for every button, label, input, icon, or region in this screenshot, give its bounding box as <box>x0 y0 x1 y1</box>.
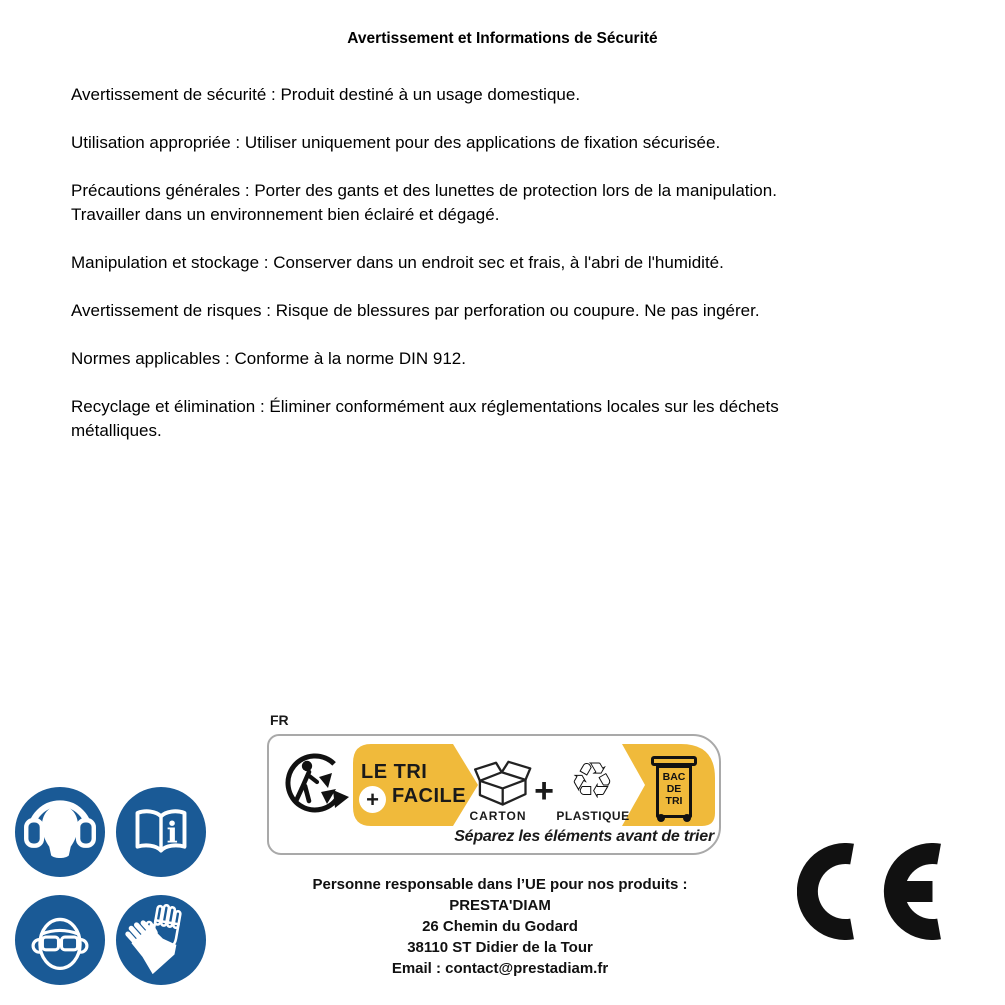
paragraph-line: Précautions générales : Porter des gants et des lunettes de protection lors de la manipulation. <box>71 181 777 200</box>
bin-text-line: DE <box>666 783 682 795</box>
bin-text-line: TRI <box>665 795 683 807</box>
carton-label: CARTON <box>469 809 527 823</box>
wear-ear-protection-icon <box>14 786 106 878</box>
plus-separator: + <box>534 772 554 810</box>
responsible-person-block <box>230 874 770 979</box>
paragraph-recycling <box>71 395 779 443</box>
contact-email: Email : contact@prestadiam.fr <box>391 960 609 977</box>
paragraph-appropriate-use <box>71 131 779 155</box>
paragraph-line: Avertissement de risques : Risque de blessures par perforation ou coupure. Ne pas ingérer. <box>71 301 760 320</box>
read-manual-icon <box>115 786 207 878</box>
paragraph-line: Normes applicables : Conforme à la norme DIN 912. <box>71 349 466 368</box>
le-tri-text: LE TRI <box>361 761 428 783</box>
plastique-label: PLASTIQUE <box>556 809 630 823</box>
plastic-recycling-icon: ♲ <box>569 752 615 810</box>
bin-text-line: BAC <box>662 771 686 783</box>
responsible-person-intro: Personne responsable dans l’UE pour nos produits : <box>312 876 688 893</box>
fr-country-code: FR <box>270 712 289 728</box>
paragraph-standards <box>71 347 779 371</box>
safety-paragraphs <box>71 83 779 467</box>
carton-icon <box>475 762 530 805</box>
paragraph-line: Recyclage et élimination : Éliminer conformément aux réglementations locales sur les déchets <box>71 397 779 416</box>
paragraph-handling-storage <box>71 251 779 275</box>
paragraph-line: Avertissement de sécurité : Produit destiné à un usage domestique. <box>71 85 581 104</box>
manual-info-letter: i <box>166 814 178 850</box>
paragraph-line: métalliques. <box>71 421 162 440</box>
paragraph-safety-warning <box>71 83 779 107</box>
ce-marking-text <box>942 843 943 844</box>
bin-wheel-icon <box>657 814 665 822</box>
paragraph-line: Manipulation et stockage : Conserver dans un endroit sec et frais, à l'abri de l'humidité. <box>71 253 724 272</box>
plus-circle-icon: + <box>359 786 386 813</box>
address-street: 26 Chemin du Godard <box>422 918 578 935</box>
sorting-bin-icon <box>656 765 692 818</box>
paragraph-line: Utilisation appropriée : Utiliser uniquement pour des applications de fixation sécurisée. <box>71 133 721 152</box>
paragraph-general-precautions <box>71 179 779 227</box>
wear-eye-protection-icon <box>14 894 106 986</box>
facile-text: FACILE <box>392 785 467 807</box>
bin-wheel-icon <box>683 814 691 822</box>
triman-icon <box>288 756 349 810</box>
paragraph-risk-warning <box>71 299 779 323</box>
address-city: 38110 ST Didier de la Tour <box>407 939 593 956</box>
ce-marking-icon <box>797 843 942 940</box>
sorting-instruction: Séparez les éléments avant de trier <box>454 828 714 845</box>
wear-gloves-icon <box>115 894 207 986</box>
paragraph-line: Travailler dans un environnement bien éclairé et dégagé. <box>71 205 500 224</box>
company-name: PRESTA'DIAM <box>449 897 551 914</box>
info-tri-recycling-label <box>267 734 721 855</box>
page-title: Avertissement et Informations de Sécurité <box>347 30 658 47</box>
